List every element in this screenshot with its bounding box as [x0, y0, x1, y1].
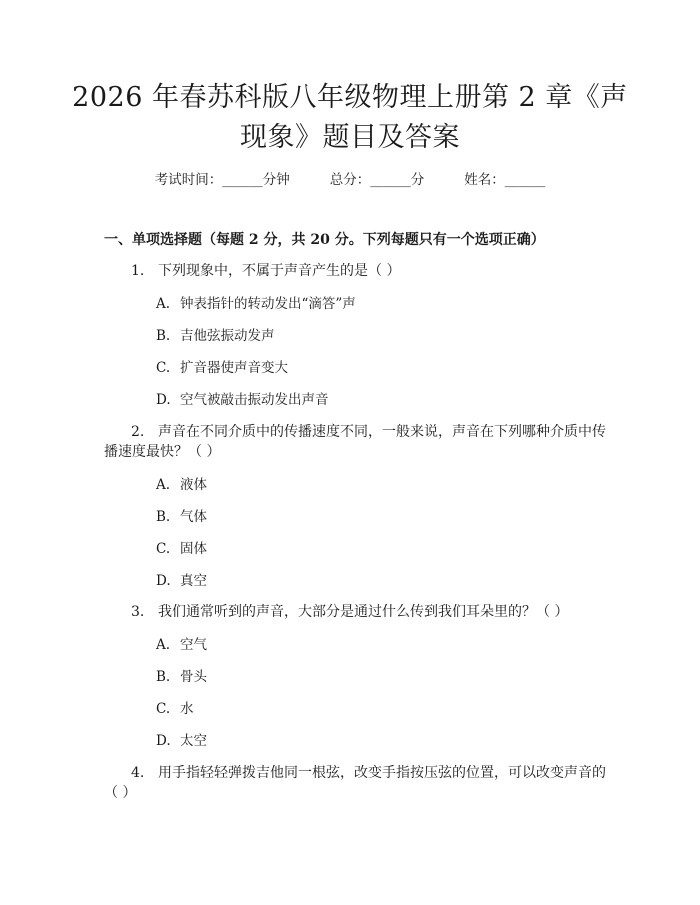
question-2-option-a [156, 473, 207, 493]
option-text: 气体 [180, 509, 207, 525]
section-heading: 一、单项选择题（每题 2 分，共 20 分。下列每题只有一个选项正确） [104, 232, 545, 248]
option-letter: A. [156, 296, 171, 312]
document-title-line-1: 2026 年春苏科版八年级物理上册第 2 章《声 [72, 82, 628, 113]
question-4 [131, 762, 606, 782]
question-3-option-c [156, 697, 194, 717]
question-2-option-d [156, 569, 207, 589]
option-letter: D. [156, 733, 171, 749]
option-text: 空气被敲击振动发出声音 [180, 392, 329, 408]
exam-info [0, 168, 700, 188]
option-text: 空气 [180, 637, 207, 653]
option-letter: D. [156, 392, 171, 408]
option-letter: C. [156, 541, 171, 557]
option-text: 水 [180, 701, 194, 717]
option-text: 吉他弦振动发声 [180, 328, 275, 344]
option-text: 太空 [180, 733, 207, 749]
question-1-option-a [156, 292, 356, 312]
question-number: 1. [131, 263, 145, 279]
question-number: 3. [131, 604, 145, 620]
question-4-continuation: （ ） [104, 785, 137, 801]
option-letter: B. [156, 509, 171, 525]
option-text: 钟表指针的转动发出“滴答”声 [180, 296, 356, 312]
option-letter: D. [156, 573, 171, 589]
option-letter: A. [156, 477, 171, 493]
question-number: 4. [131, 765, 145, 781]
question-1-option-b [156, 324, 275, 344]
option-letter: B. [156, 669, 171, 685]
question-2-option-b [156, 505, 207, 525]
question-2 [131, 421, 606, 441]
question-1 [131, 260, 400, 280]
exam-time-label: 考试时间：______分钟 [154, 172, 290, 188]
option-text: 液体 [180, 477, 207, 493]
question-1-option-d [156, 388, 329, 408]
question-3-option-a [156, 633, 207, 653]
question-text: 我们通常听到的声音，大部分是通过什么传到我们耳朵里的？（ ） [158, 604, 569, 620]
question-1-option-c [156, 356, 288, 376]
option-letter: A. [156, 637, 171, 653]
question-2-continuation: 播速度最快？（ ） [104, 444, 221, 460]
option-text: 骨头 [180, 669, 207, 685]
option-text: 固体 [180, 541, 207, 557]
question-text: 下列现象中，不属于声音产生的是（ ） [158, 263, 401, 279]
question-2-option-c [156, 537, 207, 557]
question-number: 2. [131, 424, 145, 440]
total-score-label: 总分：______分 [329, 172, 425, 188]
question-text: 用手指轻轻弹拨吉他同一根弦，改变手指按压弦的位置，可以改变声音的 [158, 765, 606, 781]
option-letter: B. [156, 328, 171, 344]
question-text: 声音在不同介质中的传播速度不同，一般来说，声音在下列哪种介质中传 [158, 424, 606, 440]
option-letter: C. [156, 360, 171, 376]
option-text: 扩音器使声音变大 [180, 360, 288, 376]
option-text: 真空 [180, 573, 207, 589]
document-title-line-2: 现象》题目及答案 [240, 122, 460, 153]
student-name-label: 姓名：______ [464, 172, 546, 188]
option-letter: C. [156, 701, 171, 717]
question-3-option-b [156, 665, 207, 685]
question-3-option-d [156, 729, 207, 749]
question-3 [131, 601, 568, 621]
